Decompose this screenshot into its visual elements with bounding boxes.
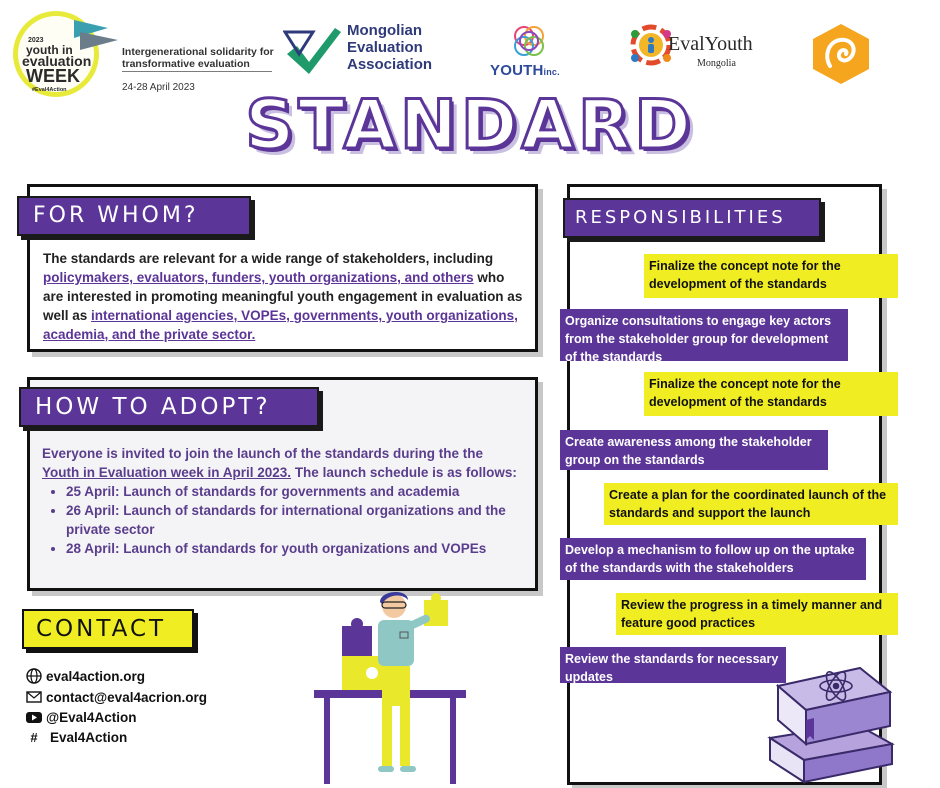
youth-inc-name: YOUTHinc. bbox=[490, 62, 560, 79]
yiew-line2: evaluation bbox=[22, 53, 92, 69]
responsibility-item: Create a plan for the coordinated launch of the standards and support the launch bbox=[604, 483, 898, 525]
yiew-line1: youth in bbox=[26, 43, 73, 57]
contact-email[interactable]: contact@eval4acrion.org bbox=[26, 688, 207, 706]
responsibility-item: Finalize the concept note for the development of the standards bbox=[644, 254, 898, 298]
stakeholders-link[interactable]: policymakers, evaluators, funders, youth organizations, and others bbox=[43, 270, 474, 285]
launch-schedule-list bbox=[42, 482, 522, 558]
youtube-icon bbox=[26, 709, 42, 725]
event-dates: 24-28 April 2023 bbox=[122, 82, 195, 93]
agencies-link[interactable]: international agencies, VOPEs, governments, youth organizations, academia, and the private sector. bbox=[43, 308, 518, 342]
how-to-adopt-heading: HOW TO ADOPT? bbox=[19, 387, 319, 427]
responsibility-item: Review the progress in a timely manner and feature good practices bbox=[616, 593, 898, 635]
responsibility-item: Organize consultations to engage key actors from the stakeholder group for development of the standards bbox=[560, 309, 848, 361]
eval4action-hexagon-logo-icon bbox=[810, 22, 872, 86]
yiew-line3: WEEK bbox=[26, 66, 80, 86]
contact-website[interactable]: eval4action.org bbox=[26, 667, 145, 685]
youth-in-evaluation-week-logo bbox=[8, 6, 120, 98]
yiew-hashtag: #Eval4Action bbox=[32, 87, 67, 93]
hashtag-icon: # bbox=[30, 729, 38, 745]
responsibility-item: Develop a mechanism to follow up on the uptake of the standards with the stakeholders bbox=[560, 538, 866, 580]
contact-hashtag[interactable]: # Eval4Action bbox=[26, 728, 127, 746]
divider bbox=[122, 71, 272, 72]
list-item: • 25 April: Launch of standards for governments and academia bbox=[66, 482, 522, 501]
responsibility-item: Create awareness among the stakeholder group on the standards bbox=[560, 430, 828, 470]
mea-name: Mongolian Evaluation Association bbox=[347, 22, 433, 73]
responsibilities-heading: RESPONSIBILITIES bbox=[563, 198, 821, 238]
page-title: STANDARD bbox=[245, 86, 695, 165]
person-puzzle-illustration bbox=[308, 586, 484, 784]
envelope-icon bbox=[26, 689, 42, 705]
evalyouth-sub: Mongolia bbox=[697, 58, 736, 69]
evalyouth-name: EvalYouth bbox=[668, 33, 753, 55]
event-title: Intergenerational solidarity for transformative evaluation bbox=[122, 46, 274, 70]
responsibility-item: Finalize the concept note for the development of the standards bbox=[644, 372, 898, 416]
globe-icon bbox=[26, 668, 42, 684]
for-whom-heading: FOR WHOM? bbox=[17, 196, 251, 236]
list-item: • 26 April: Launch of standards for international organizations and the private sector bbox=[66, 501, 522, 539]
youth-inc-logo-icon bbox=[510, 22, 548, 60]
books-atom-illustration bbox=[764, 660, 896, 784]
responsibility-item: Review the standards for necessary updates bbox=[560, 647, 786, 683]
contact-youtube[interactable]: @Eval4Action bbox=[26, 708, 136, 726]
list-item: • 28 April: Launch of standards for youth organizations and VOPEs bbox=[66, 539, 522, 558]
how-to-adopt-text: Everyone is invited to join the launch of the standards during the the Youth in Evaluation week in April 2023. The launch schedule is as follows: • 25 April: Launch of standards for governments and academia • 26 April: Launch of standards for international organizations and the private sector • 28 April: Launch of standards for youth organizations and VOPEs bbox=[42, 444, 522, 558]
yiew-year: 2023 bbox=[28, 37, 44, 44]
mongolian-evaluation-association-logo-icon bbox=[283, 24, 343, 76]
contact-heading: CONTACT bbox=[22, 609, 194, 649]
youth-week-link[interactable]: Youth in Evaluation week in April 2023. bbox=[42, 465, 292, 480]
for-whom-text: The standards are relevant for a wide range of stakeholders, including policymakers, evaluators, funders, youth organizations, and others who are interested in promoting meaningful youth engagement in evaluation as well as international agencies, VOPEs, governments, youth organizations, academia, and the private sector. bbox=[43, 251, 523, 342]
